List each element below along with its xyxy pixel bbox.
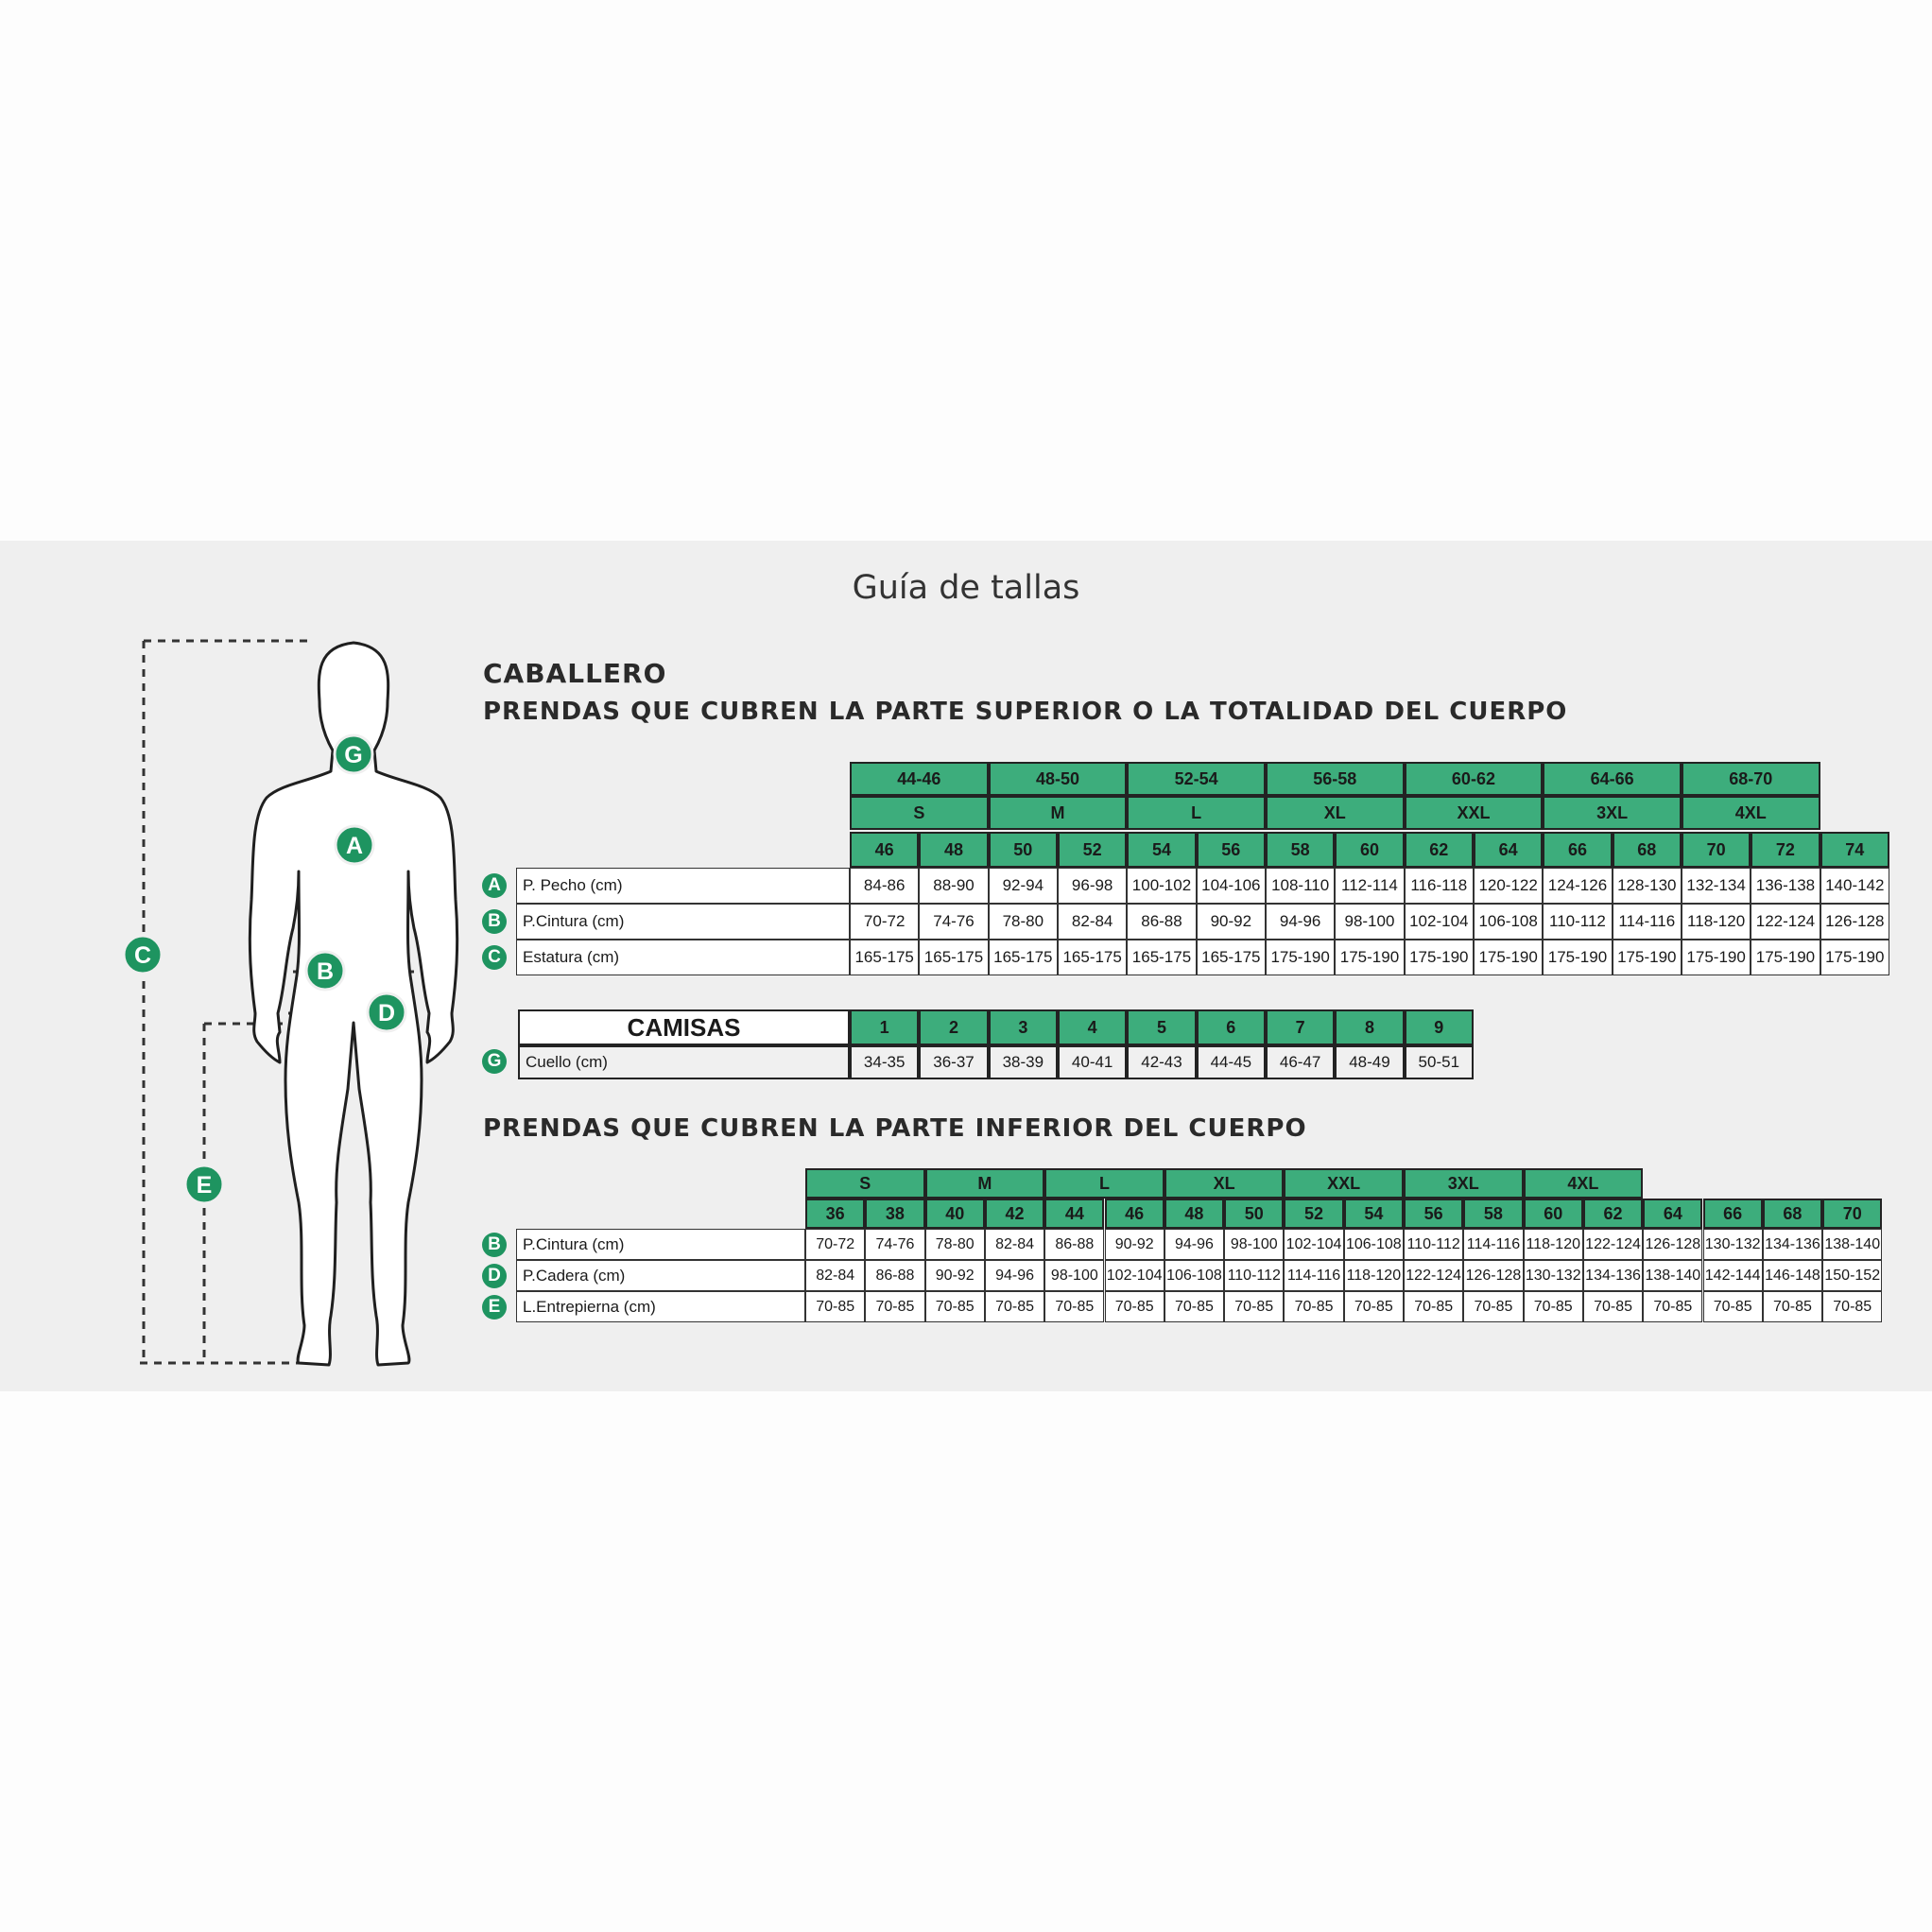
measure-label: P.Cintura (cm) — [516, 904, 850, 940]
letter-size: 4XL — [1524, 1168, 1644, 1199]
table-cell: 126-128 — [1643, 1229, 1702, 1260]
table-cell: 104-106 — [1197, 868, 1266, 904]
table-cell: 90-92 — [1105, 1229, 1164, 1260]
table-cell: 175-190 — [1751, 940, 1820, 975]
table-cell: 82-84 — [805, 1260, 865, 1291]
table-cell: 70-85 — [1822, 1291, 1882, 1322]
size-number: 66 — [1703, 1199, 1763, 1229]
table-cell: 130-132 — [1703, 1229, 1763, 1260]
table-cell: 70-72 — [850, 904, 919, 940]
letter-size: XXL — [1284, 1168, 1404, 1199]
table-cell: 110-112 — [1404, 1229, 1463, 1260]
size-number: 46 — [1105, 1199, 1164, 1229]
measure-label: P.Cintura (cm) — [516, 1229, 805, 1260]
eu-size-group: 56-58 — [1266, 762, 1405, 796]
badge-g-figure-label: G — [344, 742, 363, 768]
table-cell: 70-85 — [1284, 1291, 1343, 1322]
table-cell: 82-84 — [985, 1229, 1044, 1260]
size-number: 62 — [1405, 832, 1474, 868]
table-cell: 78-80 — [925, 1229, 985, 1260]
shirt-size: 3 — [989, 1009, 1058, 1045]
letter-size: S — [850, 796, 989, 830]
table-cell: 98-100 — [1044, 1260, 1104, 1291]
table-cell: 102-104 — [1405, 904, 1474, 940]
table-cell: 82-84 — [1058, 904, 1127, 940]
size-number: 72 — [1751, 832, 1820, 868]
table-cell: 46-47 — [1266, 1045, 1335, 1079]
size-number: 70 — [1822, 1199, 1882, 1229]
size-number: 74 — [1820, 832, 1889, 868]
table-cell: 102-104 — [1284, 1229, 1343, 1260]
table-cell: 34-35 — [850, 1045, 919, 1079]
table-cell: 136-138 — [1751, 868, 1820, 904]
table-cell: 118-120 — [1344, 1260, 1404, 1291]
table-cell: 90-92 — [925, 1260, 985, 1291]
size-number: 58 — [1266, 832, 1335, 868]
table-cell: 70-85 — [1224, 1291, 1284, 1322]
size-number: 48 — [1164, 1199, 1224, 1229]
size-number: 64 — [1474, 832, 1543, 868]
table-cell: 70-85 — [985, 1291, 1044, 1322]
shirt-size: 1 — [850, 1009, 919, 1045]
table-cell: 42-43 — [1127, 1045, 1196, 1079]
measure-label: P.Cadera (cm) — [516, 1260, 805, 1291]
size-number: 52 — [1284, 1199, 1343, 1229]
badge-d-figure-label: D — [377, 1000, 396, 1026]
badge-e-figure-label: E — [196, 1172, 213, 1199]
table-cell: 114-116 — [1463, 1229, 1523, 1260]
body-figure — [0, 541, 492, 1391]
table-cell: 36-37 — [919, 1045, 988, 1079]
table-cell: 100-102 — [1127, 868, 1196, 904]
letter-size: S — [805, 1168, 925, 1199]
table-cell: 108-110 — [1266, 868, 1335, 904]
table-cell: 126-128 — [1820, 904, 1889, 940]
eu-size-group: 60-62 — [1405, 762, 1544, 796]
size-number: 36 — [805, 1199, 865, 1229]
measure-badge: C — [482, 945, 507, 970]
table-cell: 165-175 — [1197, 940, 1266, 975]
page-title: Guía de tallas — [852, 569, 1080, 607]
table-cell: 112-114 — [1335, 868, 1404, 904]
size-number: 50 — [989, 832, 1058, 868]
size-number: 56 — [1404, 1199, 1463, 1229]
table-cell: 70-85 — [1763, 1291, 1822, 1322]
table-cell: 134-136 — [1763, 1229, 1822, 1260]
table-cell: 70-85 — [1105, 1291, 1164, 1322]
table-cell: 116-118 — [1405, 868, 1474, 904]
measure-badge: D — [482, 1264, 507, 1288]
table-cell: 70-85 — [925, 1291, 985, 1322]
letter-size: 3XL — [1543, 796, 1682, 830]
table-cell: 118-120 — [1524, 1229, 1583, 1260]
table-cell: 94-96 — [1266, 904, 1335, 940]
upper-garments-heading: PRENDAS QUE CUBREN LA PARTE SUPERIOR O LA TOTALIDAD DEL CUERPO — [483, 698, 1568, 726]
measure-badge: G — [482, 1049, 507, 1074]
table-cell: 88-90 — [919, 868, 988, 904]
table-cell: 118-120 — [1682, 904, 1751, 940]
shirt-size: 7 — [1266, 1009, 1335, 1045]
table-cell: 132-134 — [1682, 868, 1751, 904]
table-cell: 84-86 — [850, 868, 919, 904]
table-cell: 150-152 — [1822, 1260, 1882, 1291]
eu-size-group: 44-46 — [850, 762, 989, 796]
size-guide-panel — [0, 541, 1932, 1391]
table-cell: 106-108 — [1344, 1229, 1404, 1260]
table-cell: 114-116 — [1284, 1260, 1343, 1291]
shirt-size: 8 — [1335, 1009, 1404, 1045]
letter-size: XXL — [1405, 796, 1544, 830]
table-cell: 106-108 — [1474, 904, 1543, 940]
measure-label: Cuello (cm) — [518, 1045, 850, 1079]
letter-size: 3XL — [1404, 1168, 1524, 1199]
table-cell: 175-190 — [1543, 940, 1612, 975]
letter-size: XL — [1266, 796, 1405, 830]
table-cell: 175-190 — [1335, 940, 1404, 975]
letter-size: M — [925, 1168, 1045, 1199]
table-cell: 142-144 — [1703, 1260, 1763, 1291]
table-cell: 70-85 — [1044, 1291, 1104, 1322]
table-cell: 110-112 — [1543, 904, 1612, 940]
table-cell: 86-88 — [1127, 904, 1196, 940]
table-cell: 70-85 — [865, 1291, 924, 1322]
table-cell: 165-175 — [1058, 940, 1127, 975]
table-cell: 165-175 — [1127, 940, 1196, 975]
table-cell: 96-98 — [1058, 868, 1127, 904]
table-cell: 74-76 — [865, 1229, 924, 1260]
table-cell: 86-88 — [1044, 1229, 1104, 1260]
table-cell: 165-175 — [989, 940, 1058, 975]
table-cell: 140-142 — [1820, 868, 1889, 904]
size-number: 58 — [1463, 1199, 1523, 1229]
table-cell: 165-175 — [850, 940, 919, 975]
table-cell: 78-80 — [989, 904, 1058, 940]
measure-label: L.Entrepierna (cm) — [516, 1291, 805, 1322]
table-cell: 98-100 — [1335, 904, 1404, 940]
size-number: 56 — [1197, 832, 1266, 868]
size-number: 60 — [1524, 1199, 1583, 1229]
table-cell: 40-41 — [1058, 1045, 1127, 1079]
measure-label: Estatura (cm) — [516, 940, 850, 975]
letter-size: L — [1044, 1168, 1164, 1199]
table-cell: 175-190 — [1682, 940, 1751, 975]
table-cell: 138-140 — [1643, 1260, 1702, 1291]
measure-badge: B — [482, 909, 507, 934]
size-number: 54 — [1127, 832, 1196, 868]
size-number: 66 — [1543, 832, 1612, 868]
table-cell: 86-88 — [865, 1260, 924, 1291]
size-number: 50 — [1224, 1199, 1284, 1229]
measure-badge: A — [482, 873, 507, 898]
eu-size-group: 64-66 — [1543, 762, 1682, 796]
size-number: 38 — [865, 1199, 924, 1229]
shirt-size: 4 — [1058, 1009, 1127, 1045]
table-cell: 70-85 — [1643, 1291, 1702, 1322]
table-cell: 70-72 — [805, 1229, 865, 1260]
table-cell: 130-132 — [1524, 1260, 1583, 1291]
size-number: 40 — [925, 1199, 985, 1229]
measure-label: P. Pecho (cm) — [516, 868, 850, 904]
section-heading: CABALLERO — [483, 658, 667, 689]
table-cell: 102-104 — [1105, 1260, 1164, 1291]
shirt-size: 6 — [1197, 1009, 1266, 1045]
table-cell: 134-136 — [1583, 1260, 1643, 1291]
table-cell: 120-122 — [1474, 868, 1543, 904]
table-cell: 70-85 — [1344, 1291, 1404, 1322]
table-cell: 122-124 — [1751, 904, 1820, 940]
table-cell: 175-190 — [1266, 940, 1335, 975]
table-cell: 175-190 — [1405, 940, 1474, 975]
table-cell: 50-51 — [1405, 1045, 1474, 1079]
table-cell: 44-45 — [1197, 1045, 1266, 1079]
size-number: 70 — [1682, 832, 1751, 868]
table-cell: 175-190 — [1474, 940, 1543, 975]
size-number: 68 — [1763, 1199, 1822, 1229]
eu-size-group: 52-54 — [1127, 762, 1266, 796]
letter-size: XL — [1164, 1168, 1285, 1199]
table-cell: 70-85 — [1164, 1291, 1224, 1322]
letter-size: 4XL — [1682, 796, 1820, 830]
table-cell: 70-85 — [1583, 1291, 1643, 1322]
eu-size-group: 48-50 — [989, 762, 1128, 796]
size-number: 48 — [919, 832, 988, 868]
size-number: 42 — [985, 1199, 1044, 1229]
badge-a-figure-label: A — [345, 833, 364, 859]
table-cell: 175-190 — [1613, 940, 1682, 975]
letter-size: M — [989, 796, 1128, 830]
table-cell: 98-100 — [1224, 1229, 1284, 1260]
table-cell: 126-128 — [1463, 1260, 1523, 1291]
table-cell: 146-148 — [1763, 1260, 1822, 1291]
measure-badge: B — [482, 1233, 507, 1257]
table-cell: 90-92 — [1197, 904, 1266, 940]
table-cell: 94-96 — [985, 1260, 1044, 1291]
table-cell: 74-76 — [919, 904, 988, 940]
shirt-size: 9 — [1405, 1009, 1474, 1045]
shirt-size: 2 — [919, 1009, 988, 1045]
table-cell: 70-85 — [1463, 1291, 1523, 1322]
size-number: 46 — [850, 832, 919, 868]
table-cell: 165-175 — [919, 940, 988, 975]
table-cell: 110-112 — [1224, 1260, 1284, 1291]
table-cell: 122-124 — [1583, 1229, 1643, 1260]
size-number: 62 — [1583, 1199, 1643, 1229]
lower-garments-heading: PRENDAS QUE CUBREN LA PARTE INFERIOR DEL CUERPO — [483, 1114, 1307, 1143]
measure-badge: E — [482, 1295, 507, 1320]
size-number: 64 — [1643, 1199, 1702, 1229]
table-cell: 38-39 — [989, 1045, 1058, 1079]
size-number: 60 — [1335, 832, 1404, 868]
table-cell: 92-94 — [989, 868, 1058, 904]
size-number: 54 — [1344, 1199, 1404, 1229]
letter-size: L — [1127, 796, 1266, 830]
table-cell: 94-96 — [1164, 1229, 1224, 1260]
table-cell: 175-190 — [1820, 940, 1889, 975]
table-cell: 114-116 — [1613, 904, 1682, 940]
table-cell: 70-85 — [1404, 1291, 1463, 1322]
table-cell: 124-126 — [1543, 868, 1612, 904]
table-cell: 70-85 — [1524, 1291, 1583, 1322]
table-cell: 70-85 — [805, 1291, 865, 1322]
shirts-title: CAMISAS — [518, 1009, 850, 1045]
shirt-size: 5 — [1127, 1009, 1196, 1045]
size-number: 52 — [1058, 832, 1127, 868]
badge-c-figure-label: C — [133, 942, 152, 969]
table-cell: 122-124 — [1404, 1260, 1463, 1291]
table-cell: 48-49 — [1335, 1045, 1404, 1079]
table-cell: 70-85 — [1703, 1291, 1763, 1322]
table-cell: 106-108 — [1164, 1260, 1224, 1291]
badge-b-figure-label: B — [316, 958, 335, 985]
size-number: 68 — [1613, 832, 1682, 868]
size-number: 44 — [1044, 1199, 1104, 1229]
table-cell: 138-140 — [1822, 1229, 1882, 1260]
eu-size-group: 68-70 — [1682, 762, 1820, 796]
table-cell: 128-130 — [1613, 868, 1682, 904]
